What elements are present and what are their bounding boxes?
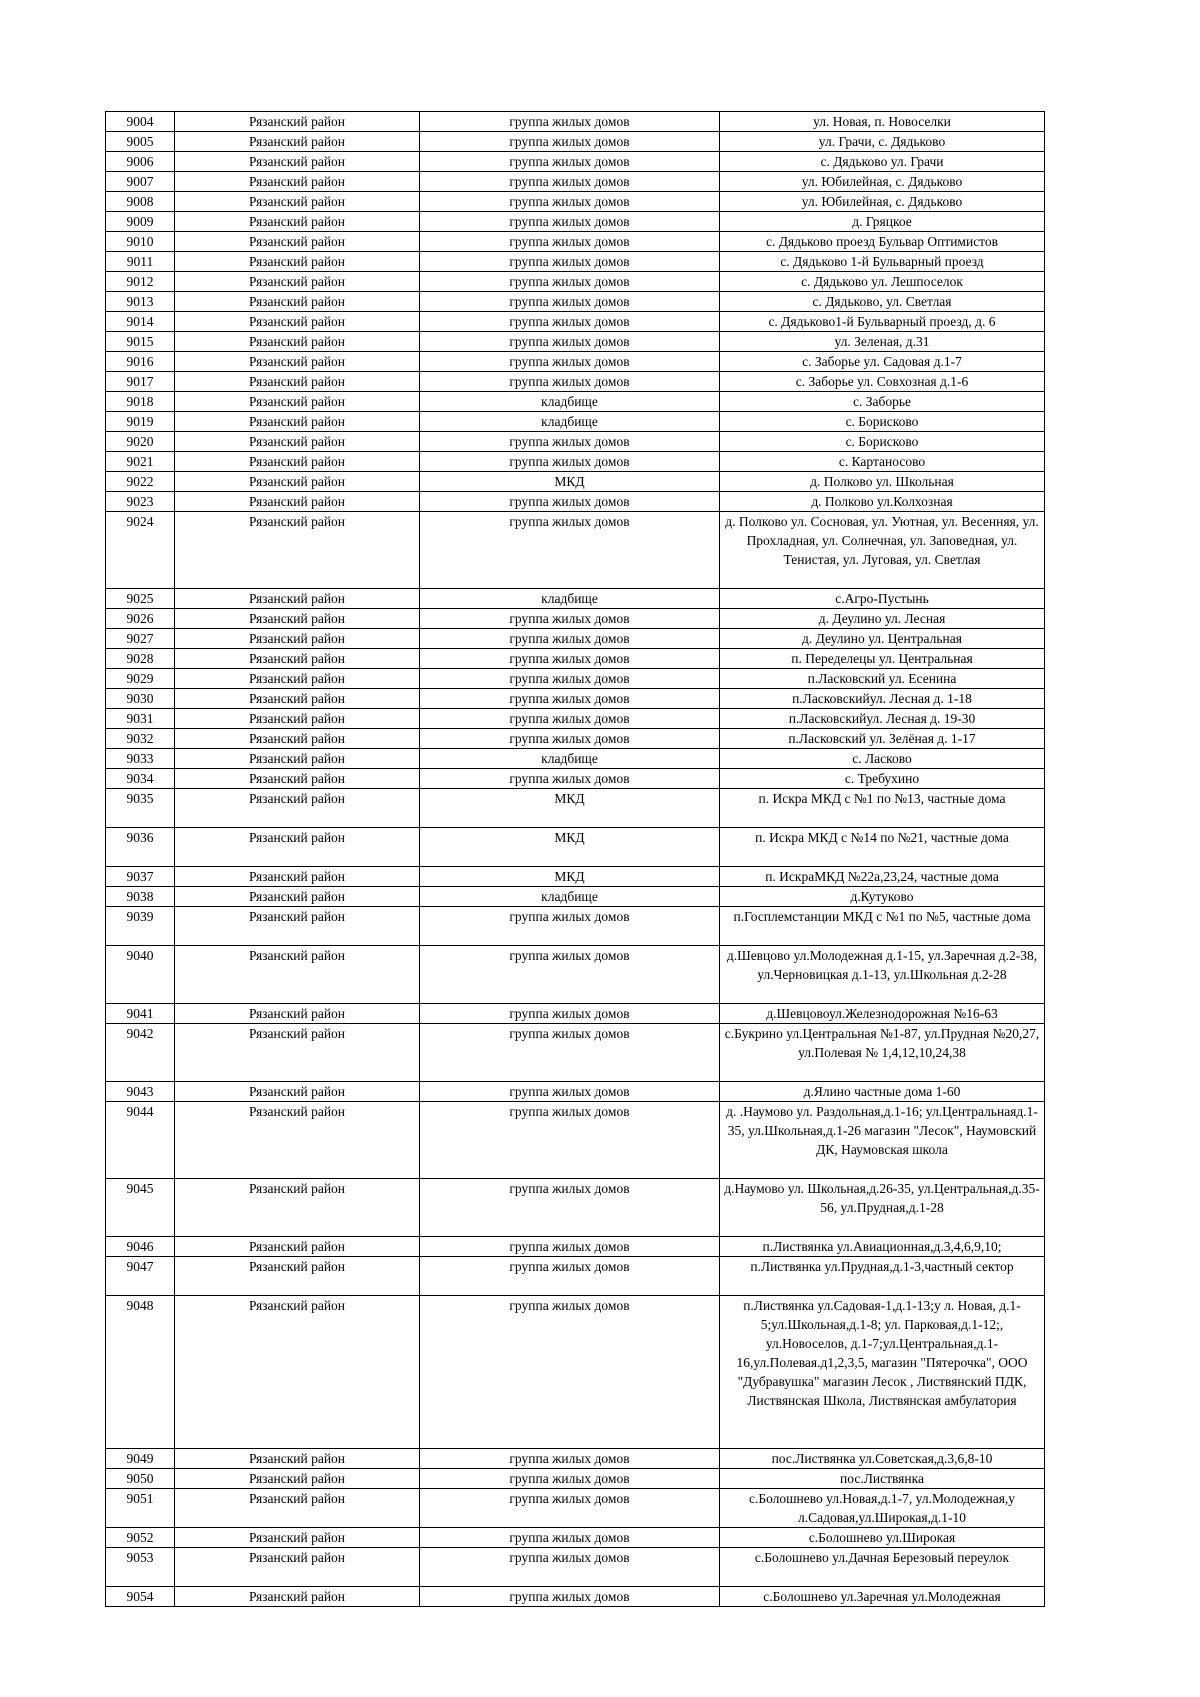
table-row <box>106 769 1045 789</box>
row-address: д. Полково ул.Колхозная <box>720 492 1045 512</box>
row-address: п.Ласковский ул. Зелёная д. 1-17 <box>720 729 1045 749</box>
table-row <box>106 272 1045 292</box>
row-address: д. Полково ул. Школьная <box>720 472 1045 492</box>
row-id: 9053 <box>106 1548 175 1587</box>
row-address: д.Наумово ул. Школьная,д.26-35, ул.Центральная,д.35-56, ул.Прудная,д.1-28 <box>720 1179 1045 1237</box>
row-district: Рязанский район <box>175 1004 420 1024</box>
row-id: 9037 <box>106 867 175 887</box>
row-id: 9006 <box>106 152 175 172</box>
table-row <box>106 1179 1045 1237</box>
table-row <box>106 212 1045 232</box>
row-district: Рязанский район <box>175 372 420 392</box>
row-address: д.Шевцово ул.Молодежная д.1-15, ул.Заречная д.2-38, ул.Черновицкая д.1-13, ул.Школьная д.2-28 <box>720 946 1045 1004</box>
row-id: 9051 <box>106 1489 175 1528</box>
row-id: 9043 <box>106 1082 175 1102</box>
table-row <box>106 689 1045 709</box>
row-address: ул. Зеленая, д.31 <box>720 332 1045 352</box>
row-id: 9004 <box>106 112 175 132</box>
row-id: 9007 <box>106 172 175 192</box>
table-row <box>106 1102 1045 1179</box>
table-row <box>106 907 1045 946</box>
row-id: 9040 <box>106 946 175 1004</box>
row-object-type: группа жилых домов <box>420 1587 720 1607</box>
row-address: с. Дядьково, ул. Светлая <box>720 292 1045 312</box>
row-object-type: кладбище <box>420 749 720 769</box>
row-address: п.Ласковский ул. Есенина <box>720 669 1045 689</box>
row-address: п. Искра МКД с №1 по №13, частные дома <box>720 789 1045 828</box>
table-row <box>106 1296 1045 1449</box>
row-object-type: кладбище <box>420 412 720 432</box>
row-address: ул. Юбилейная, с. Дядьково <box>720 172 1045 192</box>
row-id: 9015 <box>106 332 175 352</box>
row-district: Рязанский район <box>175 272 420 292</box>
row-address: с. Заборье ул. Совхозная д.1-6 <box>720 372 1045 392</box>
row-address: п. Искра МКД с №14 по №21, частные дома <box>720 828 1045 867</box>
table-row <box>106 887 1045 907</box>
row-address: с.Болошнево ул.Дачная Березовый переулок <box>720 1548 1045 1587</box>
row-district: Рязанский район <box>175 1489 420 1528</box>
row-id: 9034 <box>106 769 175 789</box>
row-district: Рязанский район <box>175 709 420 729</box>
table-row <box>106 828 1045 867</box>
row-district: Рязанский район <box>175 352 420 372</box>
table-row <box>106 392 1045 412</box>
row-address: д. .Наумово ул. Раздольная,д.1-16; ул.Центральнаяд.1-35, ул.Школьная,д.1-26 магазин "Лесок", Наумовский ДК, Наумовская школа <box>720 1102 1045 1179</box>
row-id: 9045 <box>106 1179 175 1237</box>
row-object-type: группа жилых домов <box>420 689 720 709</box>
row-object-type: группа жилых домов <box>420 132 720 152</box>
row-id: 9020 <box>106 432 175 452</box>
row-address: д. Гряцкое <box>720 212 1045 232</box>
row-object-type: группа жилых домов <box>420 709 720 729</box>
row-object-type: группа жилых домов <box>420 946 720 1004</box>
row-address: с. Требухино <box>720 769 1045 789</box>
table-row <box>106 609 1045 629</box>
row-id: 9048 <box>106 1296 175 1449</box>
row-district: Рязанский район <box>175 789 420 828</box>
row-address: п.Листвянка ул.Садовая-1,д.1-13;у л. Новая, д.1-5;ул.Школьная,д.1-8; ул. Парковая,д.1-12;, ул.Новоселов, д.1-7;ул.Центральная,д.1-16,ул.Полевая.д1,2,3,5, магазин "Пятерочка", ООО "Дубравушка" магазин Лесок , Листвянский ПДК, Листвянская Школа, Листвянская амбулатория <box>720 1296 1045 1449</box>
row-address: п.Листвянка ул.Прудная,д.1-3,частный сектор <box>720 1257 1045 1296</box>
row-district: Рязанский район <box>175 946 420 1004</box>
table-row <box>106 172 1045 192</box>
row-district: Рязанский район <box>175 1179 420 1237</box>
row-address: с. Ласково <box>720 749 1045 769</box>
row-address: д. Деулино ул. Лесная <box>720 609 1045 629</box>
row-district: Рязанский район <box>175 332 420 352</box>
table-row <box>106 629 1045 649</box>
row-id: 9005 <box>106 132 175 152</box>
row-id: 9054 <box>106 1587 175 1607</box>
row-object-type: группа жилых домов <box>420 172 720 192</box>
row-district: Рязанский район <box>175 1528 420 1548</box>
row-id: 9039 <box>106 907 175 946</box>
table-row <box>106 232 1045 252</box>
row-object-type: группа жилых домов <box>420 729 720 749</box>
table-row <box>106 292 1045 312</box>
table-row <box>106 512 1045 589</box>
table-row <box>106 1489 1045 1528</box>
row-object-type: группа жилых домов <box>420 1237 720 1257</box>
row-id: 9010 <box>106 232 175 252</box>
row-address: д.Шевцовоул.Железнодорожная №16-63 <box>720 1004 1045 1024</box>
row-id: 9011 <box>106 252 175 272</box>
table-row <box>106 432 1045 452</box>
row-id: 9047 <box>106 1257 175 1296</box>
table-row <box>106 452 1045 472</box>
row-object-type: группа жилых домов <box>420 292 720 312</box>
row-district: Рязанский район <box>175 689 420 709</box>
row-object-type: группа жилых домов <box>420 1528 720 1548</box>
row-address: с.Болошнево ул.Новая,д.1-7, ул.Молодежная,у л.Садовая,ул.Широкая,д.1-10 <box>720 1489 1045 1528</box>
table-row <box>106 709 1045 729</box>
row-address: с. Картаносово <box>720 452 1045 472</box>
row-object-type: группа жилых домов <box>420 669 720 689</box>
row-object-type: группа жилых домов <box>420 649 720 669</box>
row-address: с.Букрино ул.Центральная №1-87, ул.Прудная №20,27, ул.Полевая № 1,4,12,10,24,38 <box>720 1024 1045 1082</box>
row-object-type: МКД <box>420 867 720 887</box>
row-object-type: группа жилых домов <box>420 609 720 629</box>
row-object-type: группа жилых домов <box>420 1257 720 1296</box>
row-address: п. ИскраМКД №22а,23,24, частные дома <box>720 867 1045 887</box>
table-row <box>106 152 1045 172</box>
data-table <box>105 111 1045 1607</box>
row-object-type: группа жилых домов <box>420 1004 720 1024</box>
row-id: 9032 <box>106 729 175 749</box>
table-row <box>106 1469 1045 1489</box>
row-object-type: группа жилых домов <box>420 1102 720 1179</box>
row-address: д. Деулино ул. Центральная <box>720 629 1045 649</box>
table-row <box>106 312 1045 332</box>
table-row <box>106 1024 1045 1082</box>
table-row <box>106 1237 1045 1257</box>
row-district: Рязанский район <box>175 232 420 252</box>
row-district: Рязанский район <box>175 669 420 689</box>
row-district: Рязанский район <box>175 749 420 769</box>
row-address: ул. Грачи, с. Дядьково <box>720 132 1045 152</box>
row-id: 9028 <box>106 649 175 669</box>
row-object-type: группа жилых домов <box>420 452 720 472</box>
row-id: 9029 <box>106 669 175 689</box>
row-address: с. Дядьково ул. Грачи <box>720 152 1045 172</box>
row-address: с. Борисково <box>720 432 1045 452</box>
row-district: Рязанский район <box>175 1548 420 1587</box>
row-object-type: МКД <box>420 789 720 828</box>
row-object-type: группа жилых домов <box>420 432 720 452</box>
row-object-type: группа жилых домов <box>420 1449 720 1469</box>
row-id: 9009 <box>106 212 175 232</box>
row-district: Рязанский район <box>175 1469 420 1489</box>
row-id: 9025 <box>106 589 175 609</box>
row-id: 9044 <box>106 1102 175 1179</box>
table-row <box>106 867 1045 887</box>
table-row <box>106 332 1045 352</box>
table-row <box>106 192 1045 212</box>
row-district: Рязанский район <box>175 492 420 512</box>
row-id: 9036 <box>106 828 175 867</box>
row-object-type: группа жилых домов <box>420 1179 720 1237</box>
row-id: 9049 <box>106 1449 175 1469</box>
row-object-type: группа жилых домов <box>420 907 720 946</box>
table-row <box>106 589 1045 609</box>
row-object-type: группа жилых домов <box>420 332 720 352</box>
row-district: Рязанский район <box>175 472 420 492</box>
row-district: Рязанский район <box>175 512 420 589</box>
row-address: с.Болошнево ул.Широкая <box>720 1528 1045 1548</box>
row-address: с. Заборье <box>720 392 1045 412</box>
row-address: п.Госплемстанции МКД с №1 по №5, частные дома <box>720 907 1045 946</box>
table-row <box>106 1528 1045 1548</box>
table-row <box>106 132 1045 152</box>
row-district: Рязанский район <box>175 192 420 212</box>
table-row <box>106 1082 1045 1102</box>
row-address: с. Заборье ул. Садовая д.1-7 <box>720 352 1045 372</box>
row-district: Рязанский район <box>175 1296 420 1449</box>
table-row <box>106 669 1045 689</box>
row-address: с. Дядьково ул. Лешпоселок <box>720 272 1045 292</box>
row-id: 9033 <box>106 749 175 769</box>
row-district: Рязанский район <box>175 212 420 232</box>
row-id: 9042 <box>106 1024 175 1082</box>
table-row <box>106 1257 1045 1296</box>
row-object-type: группа жилых домов <box>420 492 720 512</box>
row-id: 9035 <box>106 789 175 828</box>
row-object-type: группа жилых домов <box>420 1548 720 1587</box>
row-object-type: группа жилых домов <box>420 629 720 649</box>
table-body <box>106 112 1045 1607</box>
row-id: 9008 <box>106 192 175 212</box>
row-district: Рязанский район <box>175 609 420 629</box>
row-object-type: группа жилых домов <box>420 512 720 589</box>
table-row <box>106 1587 1045 1607</box>
row-district: Рязанский район <box>175 252 420 272</box>
row-id: 9022 <box>106 472 175 492</box>
row-district: Рязанский район <box>175 589 420 609</box>
table-row <box>106 649 1045 669</box>
row-id: 9027 <box>106 629 175 649</box>
row-address: п.Ласковскийул. Лесная д. 1-18 <box>720 689 1045 709</box>
table-row <box>106 729 1045 749</box>
row-object-type: группа жилых домов <box>420 152 720 172</box>
row-address: с. Борисково <box>720 412 1045 432</box>
row-district: Рязанский район <box>175 392 420 412</box>
row-district: Рязанский район <box>175 729 420 749</box>
row-address: д.Ялино частные дома 1-60 <box>720 1082 1045 1102</box>
row-address: д. Полково ул. Сосновая, ул. Уютная, ул. Весенняя, ул. Прохладная, ул. Солнечная, ул. Заповедная, ул. Тенистая, ул. Луговая, ул. Светлая <box>720 512 1045 589</box>
row-district: Рязанский район <box>175 412 420 432</box>
row-id: 9024 <box>106 512 175 589</box>
row-id: 9019 <box>106 412 175 432</box>
table-row <box>106 1004 1045 1024</box>
row-address: с. Дядьково 1-й Бульварный проезд <box>720 252 1045 272</box>
row-object-type: кладбище <box>420 392 720 412</box>
row-object-type: группа жилых домов <box>420 1296 720 1449</box>
row-district: Рязанский район <box>175 312 420 332</box>
table-row <box>106 412 1045 432</box>
row-address: ул. Юбилейная, с. Дядьково <box>720 192 1045 212</box>
row-id: 9012 <box>106 272 175 292</box>
row-id: 9041 <box>106 1004 175 1024</box>
row-id: 9021 <box>106 452 175 472</box>
table-row <box>106 252 1045 272</box>
row-district: Рязанский район <box>175 1237 420 1257</box>
row-id: 9031 <box>106 709 175 729</box>
row-address: п. Переделецы ул. Центральная <box>720 649 1045 669</box>
row-id: 9016 <box>106 352 175 372</box>
row-object-type: группа жилых домов <box>420 352 720 372</box>
table-row <box>106 946 1045 1004</box>
row-address: с. Дядьково проезд Бульвар Оптимистов <box>720 232 1045 252</box>
row-id: 9046 <box>106 1237 175 1257</box>
row-object-type: группа жилых домов <box>420 312 720 332</box>
row-id: 9050 <box>106 1469 175 1489</box>
row-id: 9014 <box>106 312 175 332</box>
row-district: Рязанский район <box>175 1024 420 1082</box>
row-district: Рязанский район <box>175 112 420 132</box>
row-district: Рязанский район <box>175 867 420 887</box>
row-district: Рязанский район <box>175 452 420 472</box>
table-row <box>106 1548 1045 1587</box>
row-object-type: группа жилых домов <box>420 232 720 252</box>
row-object-type: группа жилых домов <box>420 372 720 392</box>
table-row <box>106 789 1045 828</box>
row-address: с.Агро-Пустынь <box>720 589 1045 609</box>
row-object-type: группа жилых домов <box>420 769 720 789</box>
row-id: 9023 <box>106 492 175 512</box>
table-row <box>106 352 1045 372</box>
table-row <box>106 1449 1045 1469</box>
row-object-type: кладбище <box>420 589 720 609</box>
row-id: 9038 <box>106 887 175 907</box>
row-district: Рязанский район <box>175 132 420 152</box>
row-id: 9052 <box>106 1528 175 1548</box>
row-district: Рязанский район <box>175 828 420 867</box>
row-id: 9017 <box>106 372 175 392</box>
row-address: д.Кутуково <box>720 887 1045 907</box>
row-district: Рязанский район <box>175 432 420 452</box>
row-id: 9018 <box>106 392 175 412</box>
row-object-type: МКД <box>420 828 720 867</box>
row-district: Рязанский район <box>175 907 420 946</box>
row-object-type: группа жилых домов <box>420 1469 720 1489</box>
row-district: Рязанский район <box>175 649 420 669</box>
table-row <box>106 472 1045 492</box>
row-district: Рязанский район <box>175 1102 420 1179</box>
row-object-type: МКД <box>420 472 720 492</box>
row-district: Рязанский район <box>175 1257 420 1296</box>
table-row <box>106 492 1045 512</box>
row-address: с. Дядьково1-й Бульварный проезд, д. 6 <box>720 312 1045 332</box>
row-object-type: группа жилых домов <box>420 112 720 132</box>
table-row <box>106 372 1045 392</box>
table-row <box>106 749 1045 769</box>
row-district: Рязанский район <box>175 1587 420 1607</box>
table-row <box>106 112 1045 132</box>
row-address: п.Листвянка ул.Авиационная,д.3,4,6,9,10; <box>720 1237 1045 1257</box>
row-object-type: группа жилых домов <box>420 1489 720 1528</box>
row-id: 9013 <box>106 292 175 312</box>
row-district: Рязанский район <box>175 769 420 789</box>
row-district: Рязанский район <box>175 887 420 907</box>
row-district: Рязанский район <box>175 629 420 649</box>
row-id: 9030 <box>106 689 175 709</box>
row-address: ул. Новая, п. Новоселки <box>720 112 1045 132</box>
row-object-type: группа жилых домов <box>420 192 720 212</box>
row-object-type: группа жилых домов <box>420 252 720 272</box>
row-district: Рязанский район <box>175 292 420 312</box>
row-address: п.Ласковскийул. Лесная д. 19-30 <box>720 709 1045 729</box>
row-district: Рязанский район <box>175 1449 420 1469</box>
row-address: пос.Листвянка <box>720 1469 1045 1489</box>
row-object-type: группа жилых домов <box>420 212 720 232</box>
row-object-type: группа жилых домов <box>420 272 720 292</box>
row-object-type: группа жилых домов <box>420 1082 720 1102</box>
row-district: Рязанский район <box>175 152 420 172</box>
row-district: Рязанский район <box>175 172 420 192</box>
row-id: 9026 <box>106 609 175 629</box>
row-district: Рязанский район <box>175 1082 420 1102</box>
row-object-type: кладбище <box>420 887 720 907</box>
row-address: пос.Листвянка ул.Советская,д.3,6,8-10 <box>720 1449 1045 1469</box>
row-address: с.Болошнево ул.Заречная ул.Молодежная <box>720 1587 1045 1607</box>
row-object-type: группа жилых домов <box>420 1024 720 1082</box>
